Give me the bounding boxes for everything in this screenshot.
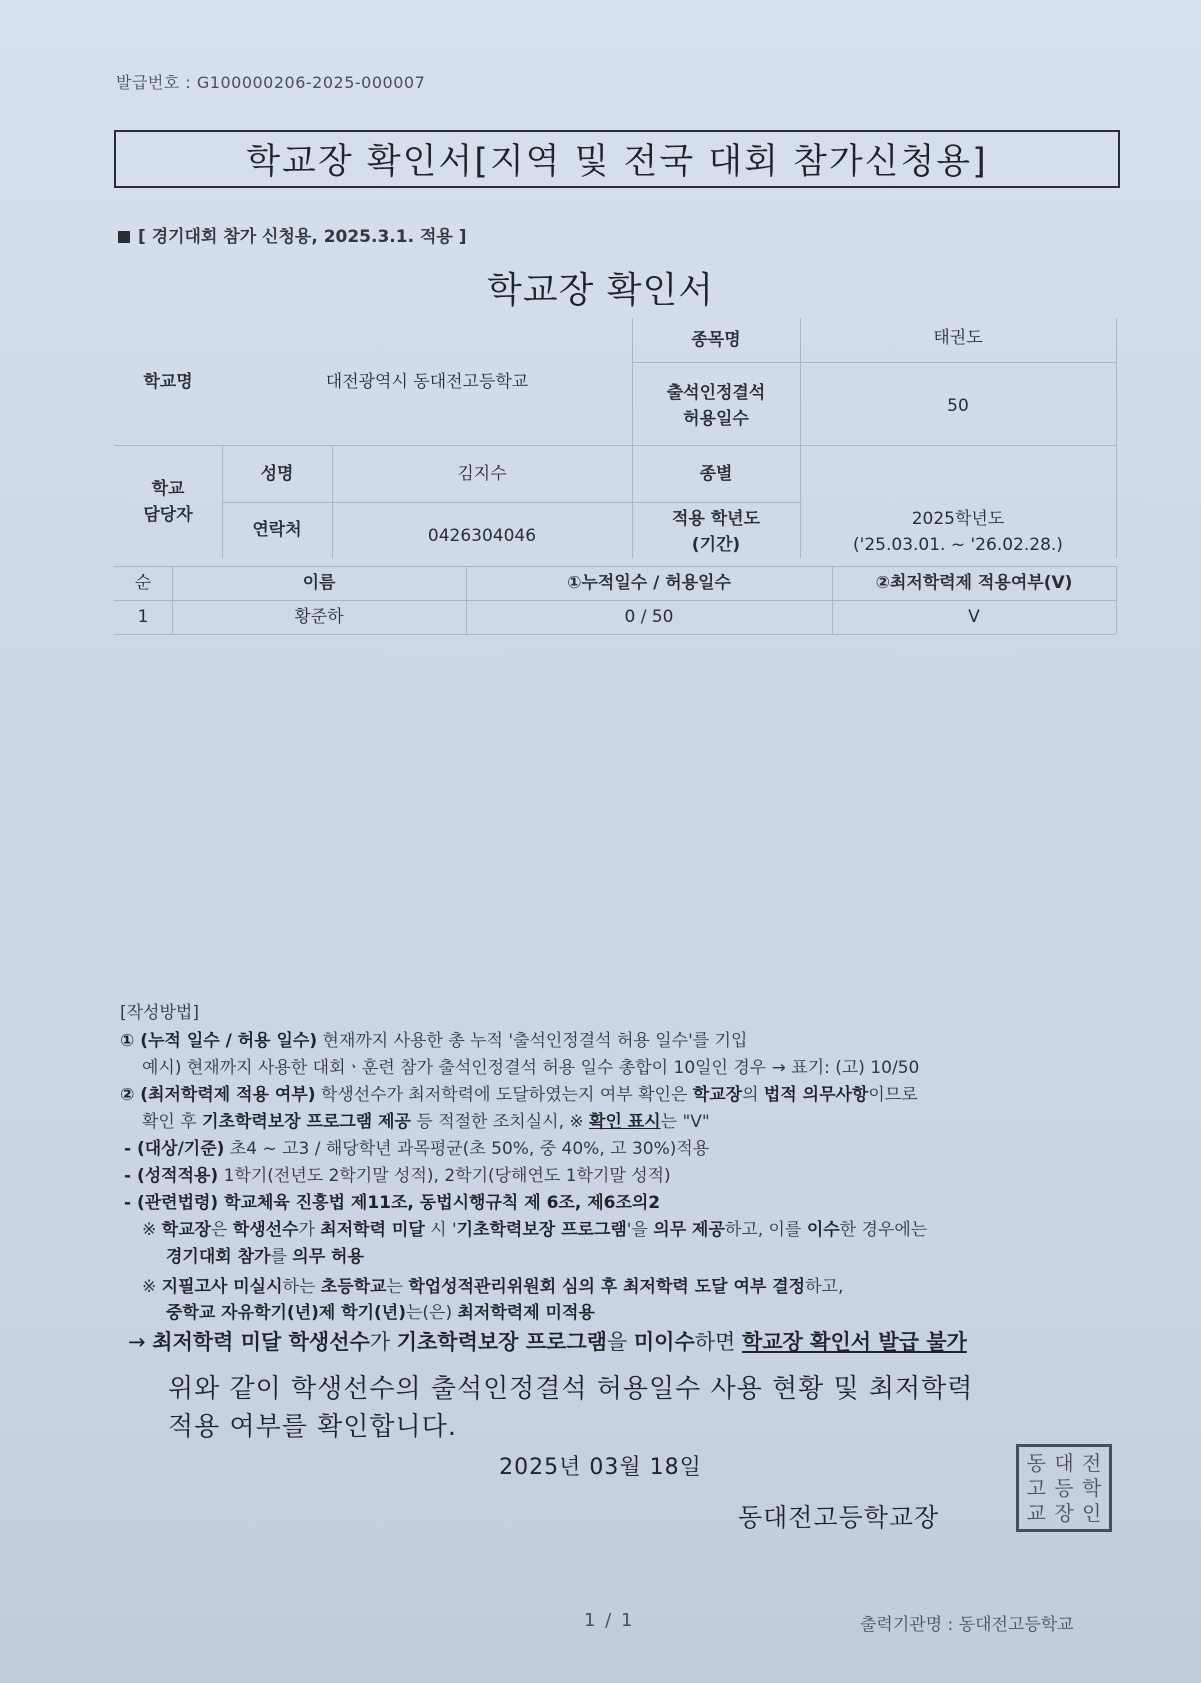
table-divider — [114, 634, 1116, 635]
contact-label: 연락처 — [252, 520, 302, 540]
table-divider — [1116, 566, 1117, 634]
guide-line: ※ 학교장은 학생선수가 최저학력 미달 시 '기초학력보장 프로그램'을 의무 제공하고, 이를 이수한 경우에는 — [142, 1220, 928, 1240]
gender-label: 종별 — [699, 463, 733, 484]
square-bullet-icon — [118, 231, 130, 243]
sub-note-text: [ 경기대회 참가 신청용, 2025.3.1. 적용 ] — [138, 227, 467, 247]
guide-line: 확인 후 기초학력보장 프로그램 제공 등 적절한 조치실시, ※ 확인 표시는 "V" — [142, 1112, 710, 1132]
table-divider — [632, 362, 1116, 363]
main-title: 학교장 확인서[지역 및 전국 대회 참가신청용] — [246, 142, 988, 182]
gender-value — [800, 445, 1116, 502]
sub-note — [118, 222, 467, 247]
year-value-line: 2025학년도 — [911, 509, 1005, 529]
contact-value: 0426304046 — [427, 526, 537, 546]
table-divider — [1116, 318, 1117, 558]
main-title-box — [114, 130, 1120, 188]
guide-line: - (대상/기준) 초4 ~ 고3 / 해당학년 과목평균(초 50%, 중 40%, 고 30%)적용 — [124, 1139, 710, 1159]
guide-line: - (성적적용) 1학기(전년도 2학기말 성적), 2학기(당해연도 1학기말 성적) — [124, 1166, 671, 1186]
column-header: 순 — [134, 573, 152, 593]
guide-line: ① (누적 일수 / 허용 일수) 현재까지 사용한 총 누적 '출석인정결석 허용 일수'를 기입 — [120, 1031, 748, 1051]
column-header: 이름 — [302, 573, 336, 593]
year-label-line: (기간) — [691, 535, 741, 555]
absence-label-line: 출석인정결석 — [666, 383, 766, 403]
issue-date: 2025년 03월 18일 — [499, 1455, 702, 1480]
table-cell: V — [968, 607, 980, 627]
event-label: 종목명 — [691, 330, 741, 350]
confirm-line: 적용 여부를 확인합니다. — [168, 1412, 457, 1442]
table-cell: 0 / 50 — [624, 607, 674, 627]
official-seal-icon: 동 대 전 고 등 학 교 장 인 — [1016, 1444, 1112, 1532]
guide-line: ※ 지필고사 미실시하는 초등학교는 학업성적관리위원회 심의 후 최저학력 도달 여부 결정하고, — [142, 1277, 844, 1297]
guide-heading: [작성방법] — [120, 1003, 199, 1023]
year-label-line: 적용 학년도 — [671, 509, 761, 529]
manager-label-line: 담당자 — [143, 504, 193, 525]
warning-line: → 최저학력 미달 학생선수가 기초학력보장 프로그램을 미이수하면 학교장 확인서 발급 불가 — [128, 1330, 967, 1354]
guide-line: 예시) 현재까지 사용한 대회ㆍ훈련 참가 출석인정결석 허용 일수 총합이 10일인 경우 → 표기: (고) 10/50 — [142, 1058, 920, 1078]
year-value — [800, 502, 1116, 562]
column-header: ②최저학력제 적용여부(V) — [875, 573, 1073, 593]
document-title: 학교장 확인서 — [486, 270, 715, 311]
manager-label-line: 학교 — [151, 478, 185, 499]
event-value: 태권도 — [933, 328, 983, 348]
table-cell: 황준하 — [294, 607, 344, 627]
absence-label — [632, 366, 800, 446]
principal-name: 동대전고등학교장 — [738, 1503, 940, 1532]
guide-line: 중학교 자유학기(년)제 학기(년)는(은) 최저학력제 미적용 — [166, 1303, 595, 1323]
year-label — [632, 502, 800, 562]
page-number: 1 / 1 — [584, 1610, 635, 1631]
column-header: ①누적일수 / 허용일수 — [567, 573, 731, 593]
name-label: 성명 — [260, 463, 294, 484]
name-value: 김지수 — [457, 463, 507, 484]
printer-name: 출력기관명 : 동대전고등학교 — [860, 1615, 1074, 1635]
issue-number: 발급번호 : G100000206-2025-000007 — [116, 73, 426, 92]
confirm-line: 위와 같이 학생선수의 출석인정결석 허용일수 사용 현황 및 최저학력 — [168, 1374, 974, 1404]
guide-line: ② (최저학력제 적용 여부) 학생선수가 최저학력에 도달하였는지 여부 확인은 학교장의 법적 의무사항이므로 — [120, 1085, 918, 1105]
school-label: 학교명 — [143, 371, 193, 392]
absence-label-line: 허용일수 — [683, 409, 749, 429]
confirm-statement — [168, 1370, 973, 1446]
table-cell: 1 — [137, 607, 149, 627]
guide-line: - (관련법령) 학교체육 진흥법 제11조, 동법시행규칙 제 6조, 제6조의2 — [124, 1193, 661, 1213]
manager-label — [114, 445, 222, 558]
year-value-line: ('25.03.01. ~ '26.02.28.) — [853, 535, 1063, 555]
absence-value: 50 — [947, 396, 969, 416]
guide-line: 경기대회 참가를 의무 허용 — [166, 1247, 364, 1267]
school-value: 대전광역시 동대전고등학교 — [325, 371, 529, 392]
